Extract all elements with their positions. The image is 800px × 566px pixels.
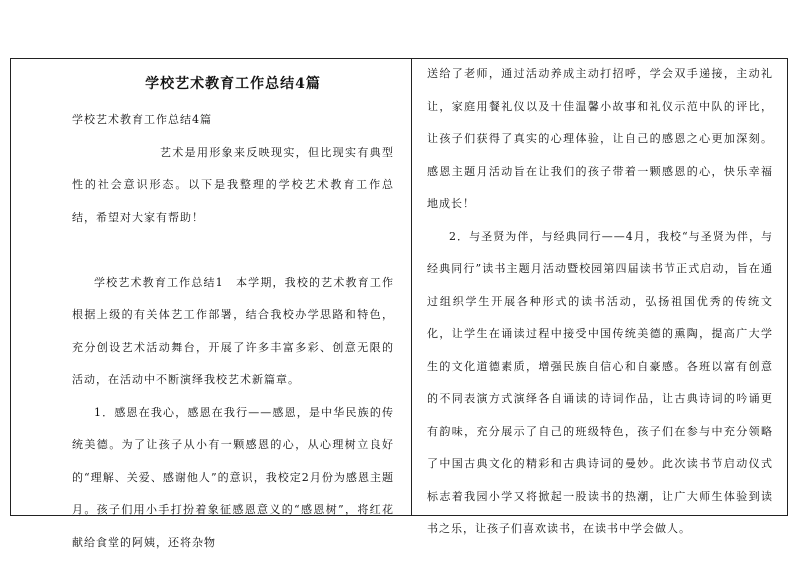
blank-line (72, 234, 394, 267)
reading-festival-paragraph: 2．与圣贤为伴，与经典同行——4月，我校“与圣贤为伴，与经典同行”读书主题月活动暨校园第四届读书节正式启动，旨在通过组织学生开展各种形式的读书活动，弘扬祖国优秀的传统文化，让学生在诵读过程中接受中国传统美德的熏陶，提高广大学生的文化道德素质，增强民族自信心和自豪感。各班以富有创意的不同表演方式演绎各自诵读的诗词作品，让古典诗词的吟诵更有韵味，充分展示了自己的班级特色，孩子们在参与中充分领略了中国古典文化的精彩和古典诗词的曼妙。此次读书节启动仪式标志着我园小学又将掀起一股读书的热潮，让广大师生体验到读书之乐，让孩子们喜欢读书，在读书中学会做人。 (427, 229, 773, 535)
summary-1-paragraph: 学校艺术教育工作总结1 本学期，我校的艺术教育工作根据上级的有关体艺工作部署，结合我校办学思路和特色，充分创设艺术活动舞台，开展了许多丰富多彩、创意无限的活动，在活动中不断演绎我校艺术新篇章。 (72, 275, 394, 386)
right-column (427, 58, 773, 546)
intro-paragraph: 艺术是用形象来反映现实，但比现实有典型性的社会意识形态。以下是我整理的学校艺术教育工作总结，希望对大家有帮助！ (72, 145, 394, 224)
gratitude-continued-paragraph: 送给了老师，通过活动养成主动打招呼，学会双手递接，主动礼让，家庭用餐礼仪以及十佳温馨小故事和礼仪示范中队的评比，让孩子们获得了真实的心理体验，让自己的感恩之心更加深刻。感恩主题月活动旨在让我们的孩子带着一颗感恩的心，快乐幸福地成长！ (427, 67, 773, 210)
left-column (72, 66, 394, 559)
column-divider (411, 58, 412, 516)
subtitle-line: 学校艺术教育工作总结4篇 (72, 113, 212, 126)
gratitude-paragraph: 1．感恩在我心，感恩在我行——感恩，是中华民族的传统美德。为了让孩子从小有一颗感恩的心，从心理树立良好的“理解、关爱、感谢他人”的意识，我校定2月份为感恩主题月。孩子们用小手打扮着象征感恩意义的“感恩树”，将红花献给食堂的阿姨，还将杂物 (72, 405, 394, 549)
document-title: 学校艺术教育工作总结4篇 (145, 76, 321, 92)
